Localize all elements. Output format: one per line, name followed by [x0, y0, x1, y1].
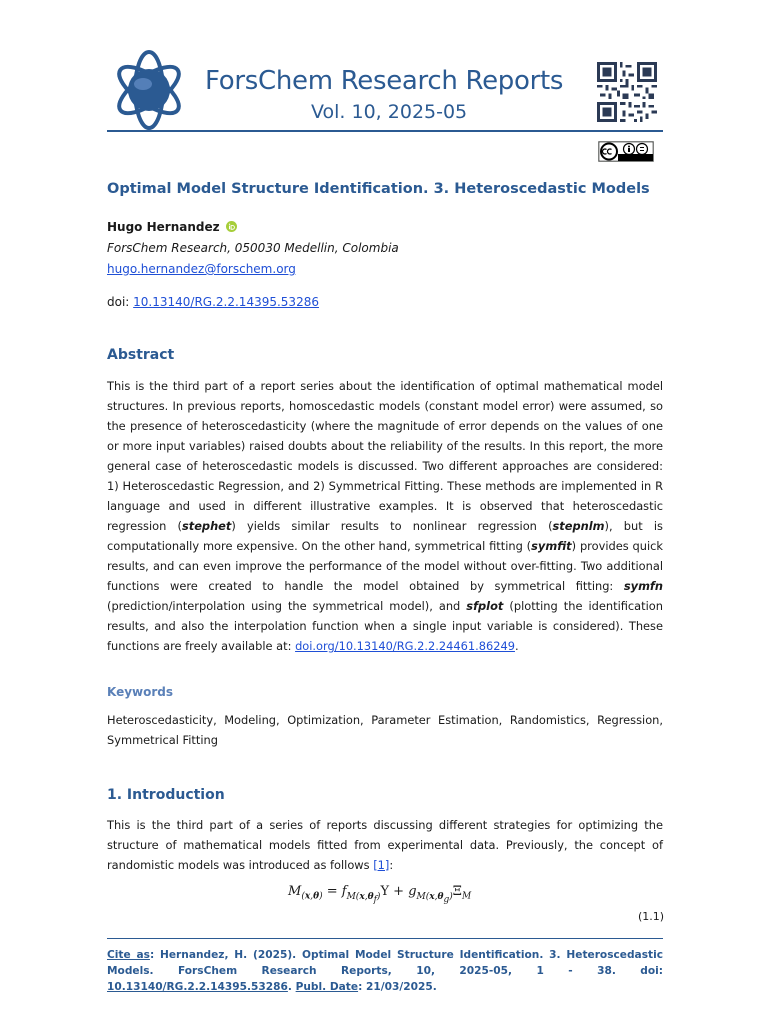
keywords-text: Heteroscedasticity, Modeling, Optimization, Parameter Estimation, Randomistics, Regression, Symmetrical Fitting [107, 713, 663, 747]
journal-name: ForsChem Research Reports [205, 66, 564, 96]
doi-label: doi: [107, 295, 134, 309]
author-email-link[interactable]: hugo.hernandez@forschem.org [107, 262, 296, 276]
cc-by-nc-license-icon[interactable] [598, 141, 654, 162]
abstract-heading: Abstract [107, 347, 175, 363]
keywords-heading: Keywords [107, 685, 174, 699]
forschem-logo-icon [111, 48, 187, 132]
function-name: symfit [531, 539, 572, 553]
author-affiliation: ForsChem Research, 050030 Medellin, Colombia [107, 241, 399, 255]
equation-1-1: $M_{(x,\theta)} = f_{M(x,\theta_f)}\Upsilon + g_{M(x,\theta_g)}\Xi_M$ [288, 884, 472, 905]
introduction-heading: 1. Introduction [107, 787, 225, 803]
citation-footer: Cite as: Hernandez, H. (2025). Optimal Model Structure Identification. 3. Heteroscedastic Models. ForsChem Research Reports, 10, 2025-05, 1 - 38. doi: 10.13140/RG.2.2.14395.53286. Publ. Date: 21/03/2025. [107, 949, 663, 993]
footer-rule [107, 938, 663, 939]
abstract-text: This is the third part of a report series about the identification of optimal mathematical model structures. In previous reports, homoscedastic models (constant model error) were assumed, so the presence of heteroscedasticity (where the magnitude of error depends on the values of one or more input variables) raised doubts about the reliability of the results. In this report, the more general case of heteroscedastic models is discussed. Two different approaches are considered: 1) Heteroscedastic Regression, and 2) Symmetrical Fitting. These methods are implemented in R language and used in different illustrative examples. It is observed that heteroscedastic regression (stephet) yields similar results to nonlinear regression (stepnlm), but is computationally more expensive. On the other hand, symmetrical fitting (symfit) provides quick results, and can even improve the performance of the model without over-fitting. Two additional functions were created to handle the model obtained by symmetrical fitting: symfn (prediction/interpolation using the symmetrical model), and sfplot (plotting the identification results, and also the interpolation function when a single input variable is considered). These functions are freely available at: doi.org/10.13140/RG.2.2.24461.86249. [107, 379, 664, 653]
paper-title: Optimal Model Structure Identification. 3. Heteroscedastic Models [107, 181, 650, 197]
author-line [107, 220, 237, 234]
function-name: stepnlm [552, 519, 605, 533]
function-name: symfn [623, 579, 663, 593]
header-rule [107, 130, 663, 132]
publ-date-label: Publ. Date [295, 981, 359, 993]
journal-volume: Vol. 10, 2025-05 [311, 101, 468, 123]
orcid-icon[interactable] [226, 221, 237, 232]
function-name: stephet [181, 519, 232, 533]
qr-code-icon[interactable] [597, 62, 657, 122]
reference-link[interactable]: [1] [373, 858, 390, 872]
function-name: sfplot [466, 599, 504, 613]
cite-label: Cite as [107, 949, 150, 961]
equation-number: (1.1) [638, 910, 665, 923]
doi-line [107, 295, 319, 309]
introduction-text: This is the third part of a series of reports discussing different strategies for optimizing the structure of mathematical models fitted from experimental data. Previously, the concept of randomistic models was introduced as follows [1]: [107, 818, 663, 872]
doi-link[interactable]: 10.13140/RG.2.2.14395.53286 [133, 295, 319, 309]
functions-doi-link[interactable]: doi.org/10.13140/RG.2.2.24461.86249 [295, 639, 515, 653]
footer-doi-link[interactable]: 10.13140/RG.2.2.14395.53286 [107, 981, 288, 993]
author-name: Hugo Hernandez [107, 220, 220, 234]
